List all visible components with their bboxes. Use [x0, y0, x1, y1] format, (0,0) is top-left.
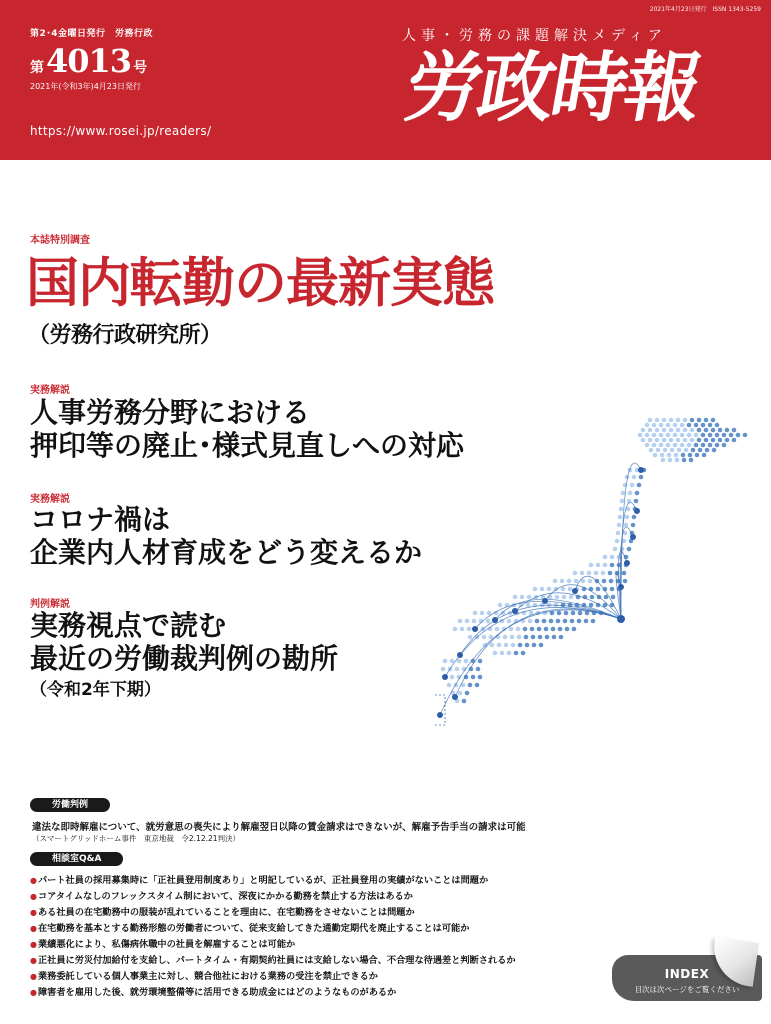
- map-dots: [441, 418, 748, 704]
- case-law-label: 労働判例: [30, 798, 110, 812]
- qa-item: ● ある社員の在宅勤務中の服装が乱れていることを理由に、在宅勤務をさせないことは問題か: [30, 905, 516, 921]
- qa-item: ● 在宅勤務を基本とする勤務形態の労働者について、従来支給してきた通勤定期代を廃止することは可能か: [30, 921, 516, 937]
- feature-3-line-3: （令和2年下期）: [30, 680, 161, 700]
- main-feature-subtitle: （労務行政研究所）: [28, 323, 222, 348]
- feature-2-headline: [30, 503, 422, 569]
- issue-prefix: 第: [30, 60, 44, 76]
- main-feature-title: 国内転勤の最新実態: [26, 253, 494, 314]
- okinawa-inset: [435, 695, 445, 725]
- main-feature-kicker: 本誌特別調査: [30, 235, 90, 246]
- feature-2-kicker: 実務解説: [30, 494, 70, 505]
- issn-info: 2021年4月23日発行 ISSN 1343-5259: [649, 6, 761, 13]
- website-link[interactable]: https://www.rosei.jp/readers/: [30, 124, 212, 138]
- qa-item: ● パート社員の採用募集時に「正社員登用制度あり」と明記しているが、正社員登用の実績がないことは問題か: [30, 873, 516, 889]
- feature-3-headline: [30, 609, 338, 675]
- issue-suffix: 号: [133, 60, 148, 76]
- feature-1-line-1: 人事労務分野における: [30, 396, 311, 429]
- feature-1-kicker: 実務解説: [30, 385, 70, 396]
- feature-2-line-1: コロナ禍は: [30, 503, 171, 536]
- issue-date: 2021年(令和3年)4月23日発行: [30, 82, 141, 91]
- qa-item: ● 業績悪化により、私傷病休職中の社員を解雇することは可能か: [30, 937, 516, 953]
- index-tab-note: 目次は次ページをご覧ください: [634, 985, 740, 994]
- index-tab-title: INDEX: [664, 967, 710, 981]
- qa-item: ● 障害者を雇用した後、就労環境整備等に活用できる助成金にはどのようなものがあるか: [30, 985, 516, 1001]
- qa-label: 相談室Q&A: [30, 852, 123, 866]
- feature-1-headline: [30, 396, 464, 462]
- city-nodes: [437, 467, 644, 718]
- feature-2-line-2: 企業内人材育成をどう変えるか: [30, 536, 423, 570]
- publication-schedule: 第2･4金曜日発行 労務行政: [30, 29, 154, 39]
- case-law-citation: （スマートグリッドホーム事件 東京地裁 令2.12.21判決）: [32, 834, 241, 843]
- issue-number: 4013: [46, 42, 132, 80]
- tagline: 人事・労務の課題解決メディア: [402, 28, 667, 44]
- feature-3-kicker: 判例解説: [30, 599, 70, 610]
- case-law-summary: 違法な即時解雇について、就労意思の喪失により解雇翌日以降の賃金請求はできないが、解雇予告手当の請求は可能: [32, 822, 526, 833]
- feature-3-line-2: 最近の労働裁判例の勘所: [30, 642, 339, 676]
- masthead: [0, 0, 771, 160]
- qa-list: [30, 873, 516, 1001]
- japan-relocation-map: [415, 415, 765, 745]
- qa-item: ● コアタイムなしのフレックスタイム制において、深夜にかかる勤務を禁止する方法はあるか: [30, 889, 516, 905]
- issue-number-block: [30, 42, 148, 80]
- qa-item: ● 業務委託している個人事業主に対し、競合他社における業務の受注を禁止できるか: [30, 969, 516, 985]
- qa-item: ● 正社員に労災付加給付を支給し、パートタイム・有期契約社員には支給しない場合、不合理な待遇差と判断されるか: [30, 953, 516, 969]
- feature-3-line-1: 実務視点で読む: [30, 609, 227, 642]
- magazine-title: 労政時報: [398, 43, 707, 132]
- feature-1-line-2: 押印等の廃止･様式見直しへの対応: [30, 429, 465, 463]
